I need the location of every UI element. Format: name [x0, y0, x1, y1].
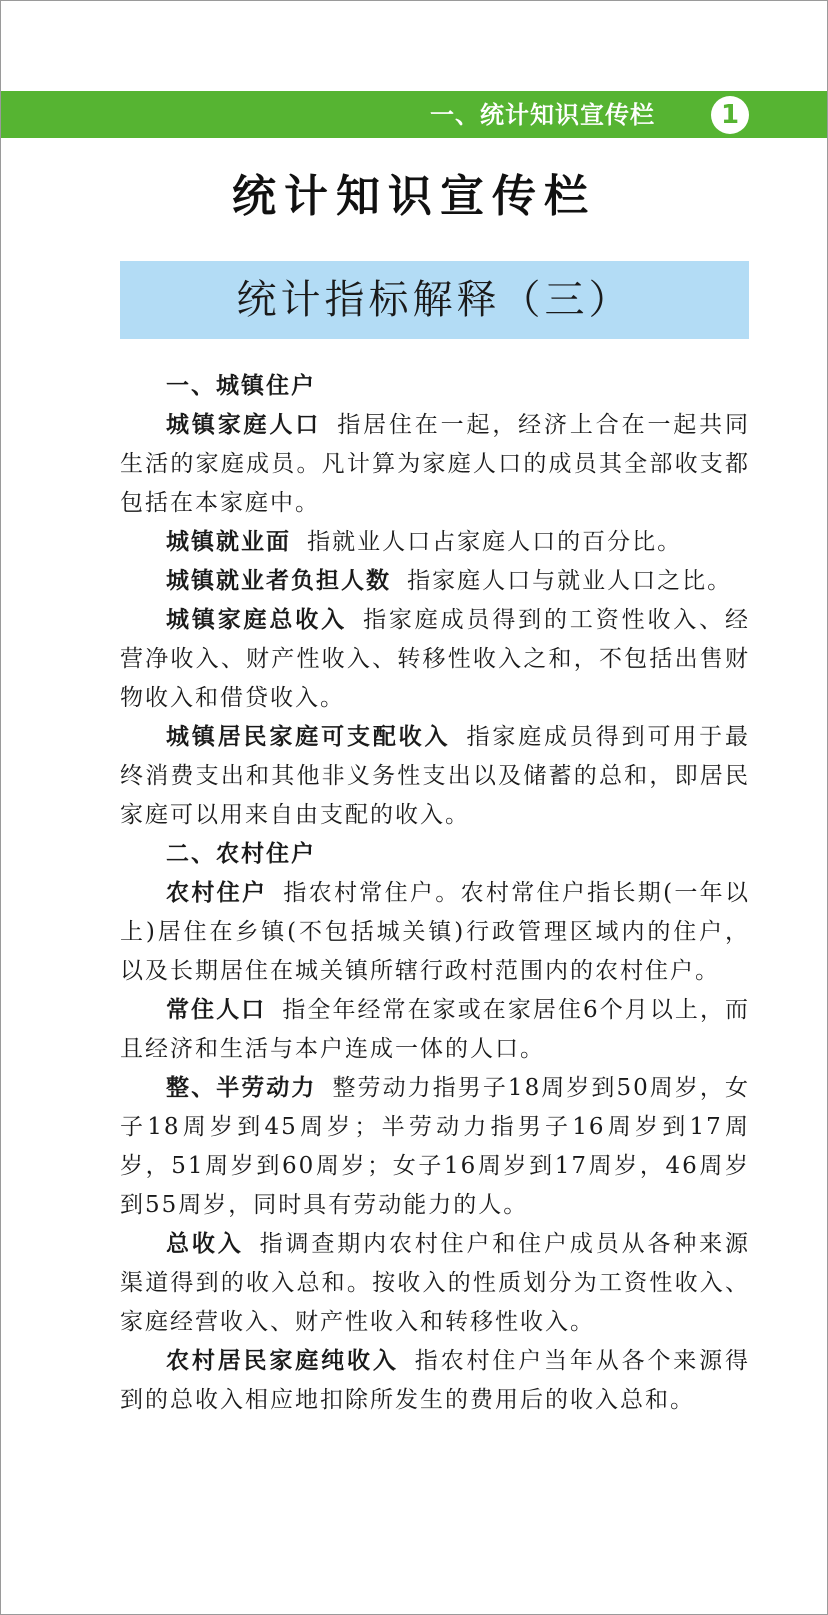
definition-paragraph	[120, 1342, 750, 1420]
section-heading-rural: 二、农村住户	[166, 841, 316, 867]
definition-term: 城镇就业面	[166, 529, 291, 555]
definition-text: 整劳动力指男子18周岁到50周岁，女子18周岁到45周岁；半劳动力指男子16周岁到17周岁，51周岁到60周岁；女子16周岁到17周岁，46周岁到55周岁，同时具有劳动能力的人。	[120, 1075, 750, 1218]
definition-term: 农村住户	[166, 880, 268, 906]
definition-paragraph	[120, 1225, 750, 1342]
definition-text: 指家庭成员得到可用于最终消费支出和其他非义务性支出以及储蓄的总和，即居民家庭可以用来自由支配的收入。	[120, 724, 751, 828]
definition-text: 指农村常住户。农村常住户指长期(一年以上)居住在乡镇(不包括城关镇)行政管理区域内的住户，以及长期居住在城关镇所辖行政村范围内的农村住户。	[120, 880, 750, 984]
definition-term: 城镇家庭总收入	[166, 607, 347, 633]
definition-term: 整、半劳动力	[166, 1075, 317, 1101]
definition-paragraph	[120, 1069, 750, 1225]
definition-term: 城镇居民家庭可支配收入	[166, 724, 451, 750]
definition-term: 总收入	[166, 1231, 244, 1257]
header-section-label: 一、统计知识宣传栏	[430, 101, 655, 129]
subtitle: 统计指标解释（三）	[236, 277, 633, 323]
main-title: 统计知识宣传栏	[232, 171, 596, 222]
header-band	[1, 91, 827, 138]
definition-text: 指调查期内农村住户和住户成员从各种来源渠道得到的收入总和。按收入的性质划分为工资性收入、家庭经营收入、财产性收入和转移性收入。	[120, 1231, 751, 1335]
definition-text: 指全年经常在家或在家居住6个月以上，而且经济和生活与本户连成一体的人口。	[120, 997, 750, 1062]
definition-text: 指农村住户当年从各个来源得到的总收入相应地扣除所发生的费用后的收入总和。	[120, 1348, 751, 1413]
definition-paragraph	[120, 718, 750, 835]
article-body	[120, 367, 750, 1420]
definition-term: 常住人口	[166, 997, 267, 1023]
definition-paragraph	[120, 562, 750, 601]
subtitle-box	[120, 261, 749, 339]
definition-term: 农村居民家庭纯收入	[166, 1348, 399, 1374]
definition-paragraph	[120, 406, 750, 523]
definition-paragraph	[120, 523, 750, 562]
definition-text: 指家庭人口与就业人口之比。	[407, 568, 733, 594]
definition-paragraph	[120, 874, 750, 991]
section-heading-urban: 一、城镇住户	[166, 373, 316, 399]
definition-text: 指就业人口占家庭人口的百分比。	[307, 529, 683, 555]
definition-paragraph	[120, 601, 750, 718]
definition-paragraph	[120, 991, 750, 1069]
definition-term: 城镇家庭人口	[166, 412, 322, 438]
definition-text: 指居住在一起，经济上合在一起共同生活的家庭成员。凡计算为家庭人口的成员其全部收支都包括在本家庭中。	[120, 412, 751, 516]
page-number-badge: 1	[711, 96, 749, 134]
definition-text: 指家庭成员得到的工资性收入、经营净收入、财产性收入、转移性收入之和，不包括出售财物收入和借贷收入。	[120, 607, 750, 711]
definition-term: 城镇就业者负担人数	[166, 568, 391, 594]
